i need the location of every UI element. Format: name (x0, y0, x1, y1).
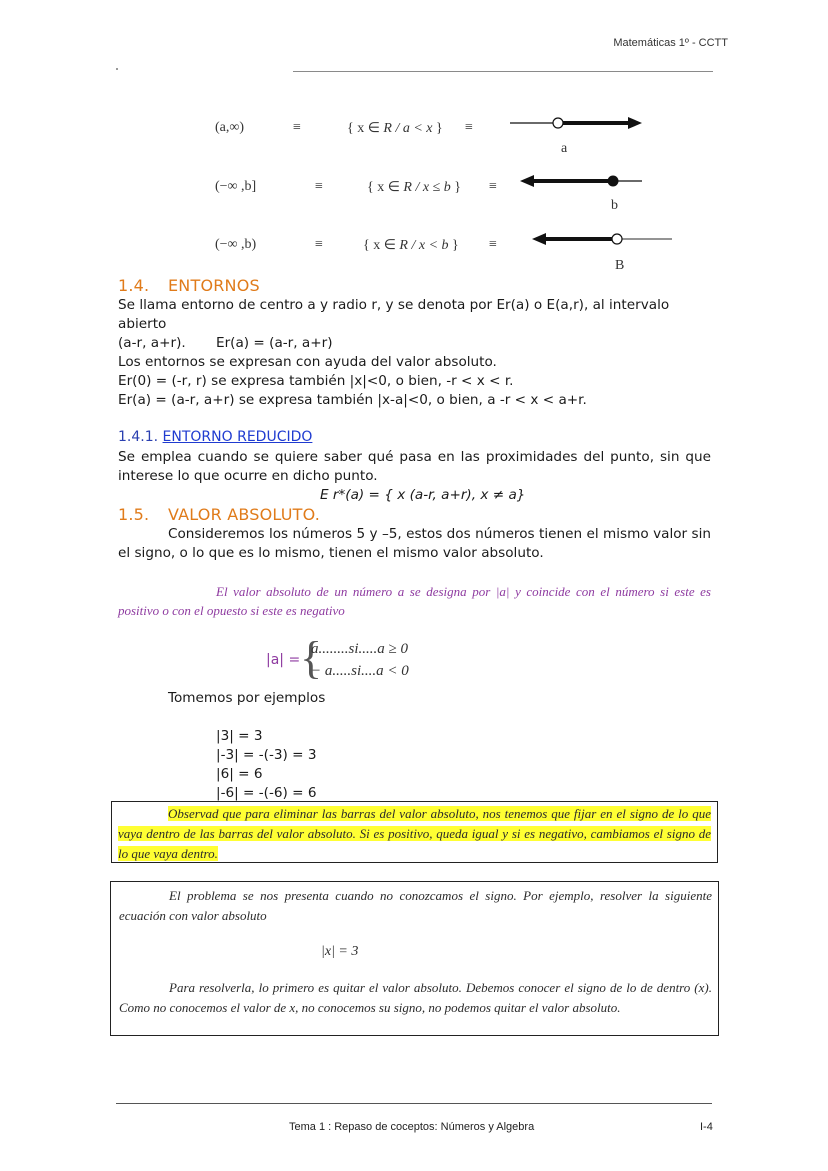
equivalence-symbol: ≡ (465, 120, 473, 135)
entornos-explanation: Los entornos se expresan con ayuda del valor absoluto. Er(0) = (-r, r) se expresa también |x|<0, o bien, -r < x < r. Er(a) = (a-r, a+r) se expresa también |x-a|<0, o bien, a -r < x < a+r. (118, 354, 587, 408)
section-heading-entornos: 1.4. ENTORNOS (118, 276, 260, 295)
valor-absoluto-definition: El valor absoluto de un número a se designa por |a| y coincide con el número si este es positivo o con el opuesto si este es negativo (118, 584, 711, 618)
equivalence-symbol: ≡ (489, 179, 497, 194)
example-item: |6| = 6 (216, 766, 263, 782)
set-notation: { x ∈ R / x < b } (363, 238, 459, 253)
point-label-a: a (561, 141, 568, 156)
equivalence-symbol: ≡ (489, 237, 497, 252)
problem-equation: |x| = 3 (321, 944, 359, 959)
header-mark (116, 68, 118, 70)
example-item: |3| = 3 (216, 728, 263, 744)
interval-notation: (a,∞) (215, 120, 245, 135)
interval-notation: (−∞ ,b) (215, 237, 257, 252)
entorno-formula: Er(a) = (a-r, a+r) (216, 335, 333, 351)
examples-intro: Tomemos por ejemplos (168, 690, 326, 706)
entorno-reducido-formula: E r*(a) = { x (a-r, a+r), x ≠ a} (320, 487, 526, 503)
equivalence-symbol: ≡ (293, 120, 301, 135)
set-notation: { x ∈ R / a < x } (347, 121, 443, 136)
point-label-b: b (611, 198, 618, 213)
number-line-open-right-icon (508, 114, 648, 134)
point-label-B: B (615, 258, 625, 273)
examples-list (216, 727, 317, 803)
note-box-highlighted (111, 801, 718, 863)
number-line-closed-left-icon (518, 172, 648, 192)
entornos-definition: Se llama entorno de centro a y radio r, y se denota por Er(a) o E(a,r), al intervalo abierto (a-r, a+r). (118, 297, 670, 351)
example-item: |-6| = -(-6) = 6 (216, 785, 317, 801)
section-heading-valor-absoluto: 1.5. VALOR ABSOLUTO. (118, 505, 321, 524)
footer-title: Tema 1 : Repaso de coceptos: Números y Algebra (289, 1121, 535, 1133)
problem-box (110, 881, 719, 1036)
interval-notation: (−∞ ,b] (215, 179, 257, 194)
page-header-title: Matemáticas 1º - CCTT (613, 37, 728, 49)
case-positive: a........si.....a ≥ 0 (311, 641, 408, 657)
page-number: I-4 (700, 1121, 713, 1133)
subsection-heading-entorno-reducido[interactable]: 1.4.1. ENTORNO REDUCIDO (118, 429, 313, 445)
case-negative: − a.....si....a < 0 (311, 663, 409, 679)
equivalence-symbol: ≡ (315, 237, 323, 252)
header-rule (293, 71, 713, 72)
abs-definition-cases (311, 638, 409, 682)
left-brace-icon: { (300, 632, 323, 683)
highlighted-note: Observad que para eliminar las barras del valor absoluto, nos tenemos que fijar en el signo de lo que vaya dentro de las barras del valor absoluto. Si es positivo, queda igual y si es negativo, cambiamos el signo de lo que vaya dentro. (118, 806, 711, 861)
abs-definition-lhs: |a| = (266, 652, 301, 668)
equivalence-symbol: ≡ (315, 179, 323, 194)
set-notation: { x ∈ R / x ≤ b } (367, 180, 461, 195)
problem-explanation: Para resolverla, lo primero es quitar el valor absoluto. Debemos conocer el signo de lo de dentro (x). Como no conocemos el valor de x, no conocemos su signo, no podemos quitar el valor absoluto. (119, 980, 712, 1015)
footer-rule (116, 1103, 712, 1104)
problem-intro: El problema se nos presenta cuando no conozcamos el signo. Por ejemplo, resolver la siguiente ecuación con valor absoluto (119, 888, 712, 923)
entorno-reducido-text: Se emplea cuando se quiere saber qué pasa en las proximidades del punto, sin que interese lo que ocurre en dicho punto. (118, 449, 711, 484)
number-line-open-left-icon (530, 230, 675, 250)
valor-absoluto-intro: Consideremos los números 5 y –5, estos dos números tienen el mismo valor sin el signo, o lo que es lo mismo, tienen el mismo valor absoluto. (118, 526, 711, 561)
example-item: |-3| = -(-3) = 3 (216, 747, 317, 763)
